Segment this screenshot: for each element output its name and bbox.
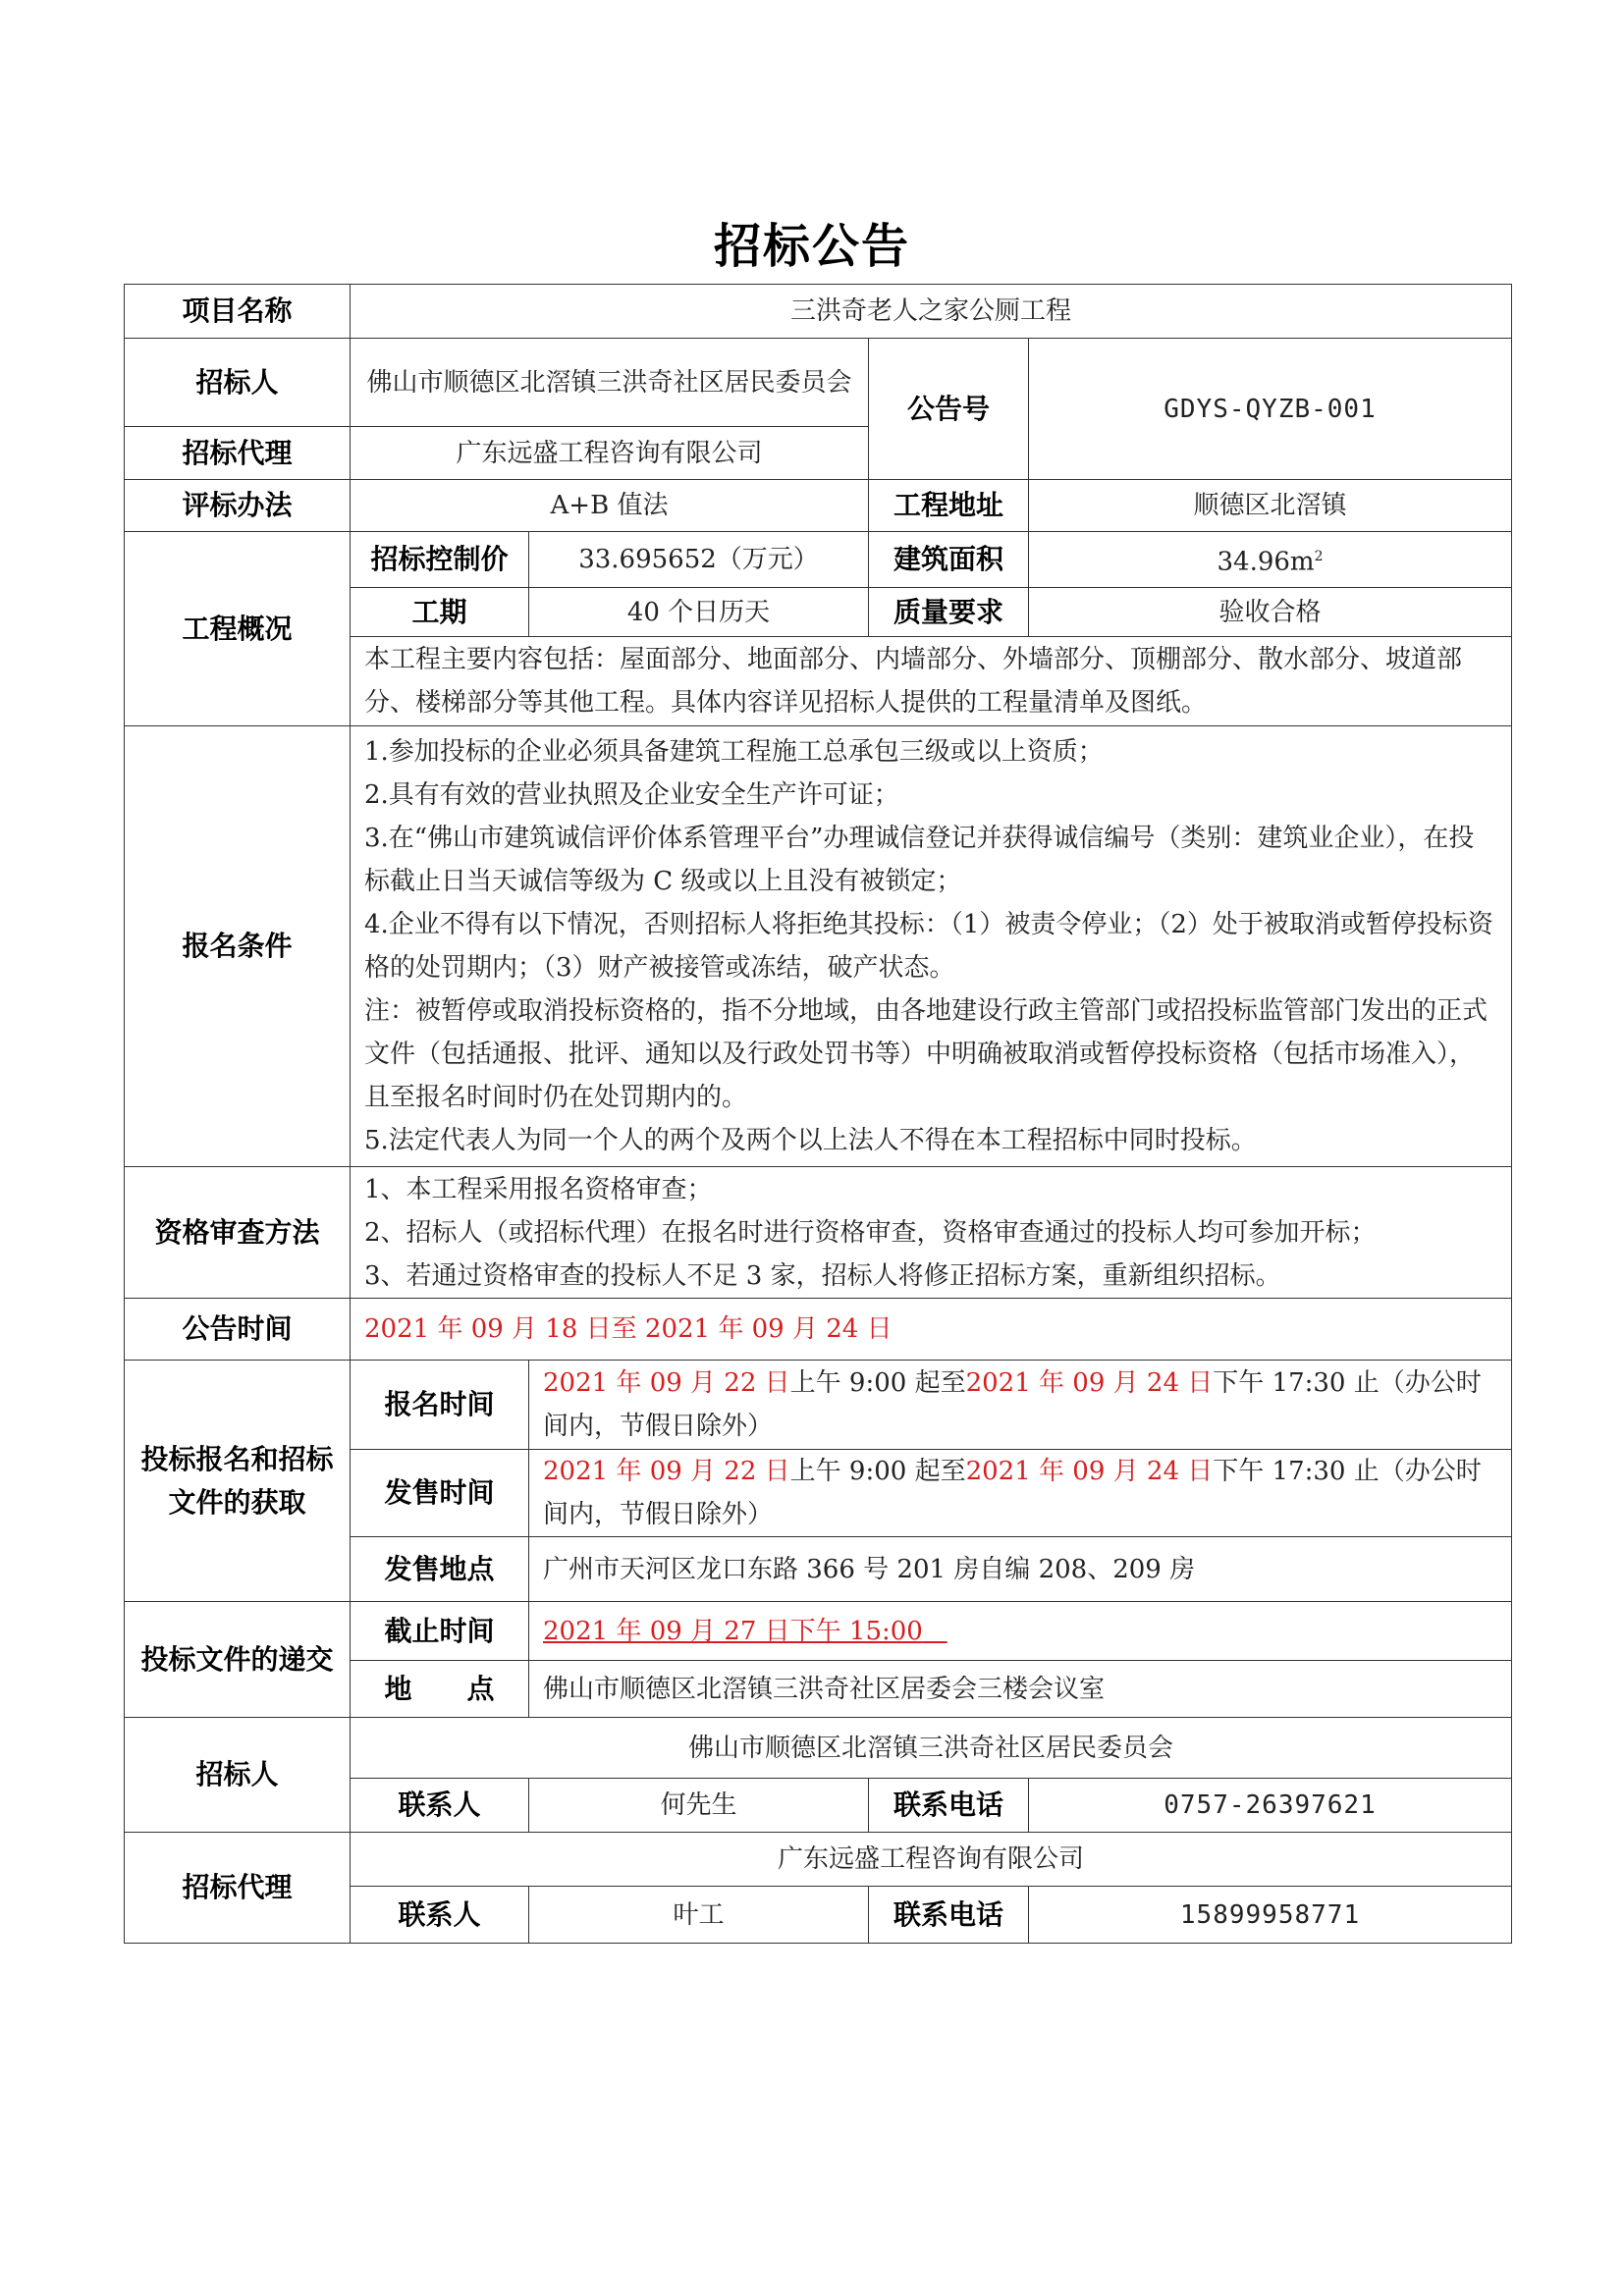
tenderer-phone-value: 0757-26397621 (1029, 1779, 1512, 1833)
requirement-item: 2.具有有效的营业执照及企业安全生产许可证； (364, 780, 899, 810)
sale-end-time: 下午 17:30 止（办公时间内，节假日除外） (543, 1457, 1482, 1529)
location-label: 地 点 (351, 1661, 529, 1718)
row-qualification (125, 1167, 1512, 1299)
sale-start-date: 2021 年 09 月 22 日 (543, 1457, 790, 1486)
project-name-value: 三洪奇老人之家公厕工程 (351, 285, 1512, 339)
row-overview-price (125, 532, 1512, 588)
agent-person-value: 叶工 (529, 1887, 869, 1944)
notice-period-label: 公告时间 (125, 1299, 351, 1361)
sale-time-value (529, 1450, 1512, 1537)
quality-label: 质量要求 (869, 588, 1029, 637)
requirement-item: 1.参加投标的企业必须具备建筑工程施工总承包三级或以上资质； (364, 737, 1104, 767)
overview-label: 工程概况 (125, 532, 351, 726)
quality-value: 验收合格 (1029, 588, 1512, 637)
row-tenderer (125, 339, 1512, 427)
agent-contact-org: 广东远盛工程咨询有限公司 (351, 1833, 1512, 1887)
agent-phone-label: 联系电话 (869, 1887, 1029, 1944)
tenderer-label: 招标人 (125, 339, 351, 427)
sale-place-value: 广州市天河区龙口东路 366 号 201 房自编 208、209 房 (529, 1537, 1512, 1602)
sale-start-time: 上午 9:00 起至 (789, 1457, 966, 1486)
registration-time-value (529, 1361, 1512, 1450)
duration-label: 工期 (351, 588, 529, 637)
requirement-item: 4.企业不得有以下情况，否则招标人将拒绝其投标：（1）被责令停业；（2）处于被取消或暂停投标资格的处罚期内；（3）财产被接管或冻结，破产状态。 (364, 910, 1493, 983)
requirement-item: 3.在“佛山市建筑诚信评价体系管理平台”办理诚信登记并获得诚信编号（类别：建筑业企业），在投标截止日当天诚信等级为 C 级或以上且没有被锁定； (364, 824, 1475, 896)
location-value: 佛山市顺德区北滘镇三洪奇社区居委会三楼会议室 (529, 1661, 1512, 1718)
tender-table (124, 284, 1512, 1944)
tenderer-person-label: 联系人 (351, 1779, 529, 1833)
tenderer-phone-label: 联系电话 (869, 1779, 1029, 1833)
row-agent-org (125, 1833, 1512, 1887)
qualification-list (351, 1167, 1512, 1299)
control-price-value: 33.695652（万元） (529, 532, 869, 588)
agent-label: 招标代理 (125, 427, 351, 480)
agent-phone-value: 15899958771 (1029, 1887, 1512, 1944)
area-value (1029, 532, 1512, 588)
agent-person-label: 联系人 (351, 1887, 529, 1944)
deadline-label: 截止时间 (351, 1602, 529, 1661)
row-registration-time (125, 1361, 1512, 1450)
qualification-item: 3、若通过资格审查的投标人不足 3 家，招标人将修正招标方案，重新组织招标。 (364, 1260, 1281, 1291)
agent-contact-label: 招标代理 (125, 1833, 351, 1944)
duration-value: 40 个日历天 (529, 588, 869, 637)
overview-content: 本工程主要内容包括：屋面部分、地面部分、内墙部分、外墙部分、顶棚部分、散水部分、坡道部分、楼梯部分等其他工程。具体内容详见招标人提供的工程量清单及图纸。 (351, 637, 1512, 726)
agent-value: 广东远盛工程咨询有限公司 (351, 427, 869, 480)
registration-end-time: 下午 17:30 止（办公时间内，节假日除外） (543, 1368, 1482, 1441)
area-number: 34.96m (1217, 547, 1315, 577)
tenderer-contact-org: 佛山市顺德区北滘镇三洪奇社区居民委员会 (351, 1718, 1512, 1779)
registration-start-date: 2021 年 09 月 22 日 (543, 1368, 790, 1398)
notice-no-label: 公告号 (869, 339, 1029, 480)
address-value: 顺德区北滘镇 (1029, 480, 1512, 532)
qualification-item: 1、本工程采用报名资格审查； (364, 1174, 713, 1204)
deadline-datetime: 2021 年 09 月 27 日下午 15:00 (543, 1616, 923, 1646)
requirements-list (351, 726, 1512, 1167)
registration-end-date: 2021 年 09 月 24 日 (965, 1368, 1214, 1398)
notice-period-value: 2021 年 09 月 18 日至 2021 年 09 月 24 日 (351, 1299, 1512, 1361)
area-label: 建筑面积 (869, 532, 1029, 588)
row-project-name (125, 285, 1512, 339)
row-deadline (125, 1602, 1512, 1661)
row-eval-method (125, 480, 1512, 532)
requirements-label: 报名条件 (125, 726, 351, 1167)
project-name-label: 项目名称 (125, 285, 351, 339)
requirement-note: 注：被暂停或取消投标资格的，指不分地域，由各地建设行政主管部门或招投标监管部门发出的正式文件（包括通报、批评、通知以及行政处罚书等）中明确被取消或暂停投标资格（包括市场准入），且至报名时间时仍在处罚期内的。 (364, 996, 1489, 1112)
page-title: 招标公告 (713, 219, 910, 274)
address-label: 工程地址 (869, 480, 1029, 532)
submission-label: 投标文件的递交 (125, 1602, 351, 1718)
registration-time-label: 报名时间 (351, 1361, 529, 1450)
deadline-value (529, 1602, 1512, 1661)
area-superscript: 2 (1314, 549, 1324, 565)
sale-time-label: 发售时间 (351, 1450, 529, 1537)
registration-start-time: 上午 9:00 起至 (789, 1368, 966, 1398)
control-price-label: 招标控制价 (351, 532, 529, 588)
eval-method-value: A+B 值法 (351, 480, 869, 532)
tenderer-value: 佛山市顺德区北滘镇三洪奇社区居民委员会 (351, 339, 869, 427)
row-notice-period (125, 1299, 1512, 1361)
deadline-underline-tail (923, 1617, 947, 1646)
row-tenderer-org (125, 1718, 1512, 1779)
requirement-item: 5.法定代表人为同一个人的两个及两个以上法人不得在本工程招标中同时投标。 (364, 1126, 1257, 1155)
sale-place-label: 发售地点 (351, 1537, 529, 1602)
tenderer-person-value: 何先生 (529, 1779, 869, 1833)
notice-no-value: GDYS-QYZB-001 (1029, 339, 1512, 480)
obtain-label: 投标报名和招标文件的获取 (125, 1361, 351, 1602)
qualification-item: 2、招标人（或招标代理）在报名时进行资格审查，资格审查通过的投标人均可参加开标； (364, 1217, 1377, 1248)
eval-method-label: 评标办法 (125, 480, 351, 532)
qualification-label: 资格审查方法 (125, 1167, 351, 1299)
tenderer-contact-label: 招标人 (125, 1718, 351, 1833)
sale-end-date: 2021 年 09 月 24 日 (965, 1457, 1214, 1486)
row-requirements (125, 726, 1512, 1167)
